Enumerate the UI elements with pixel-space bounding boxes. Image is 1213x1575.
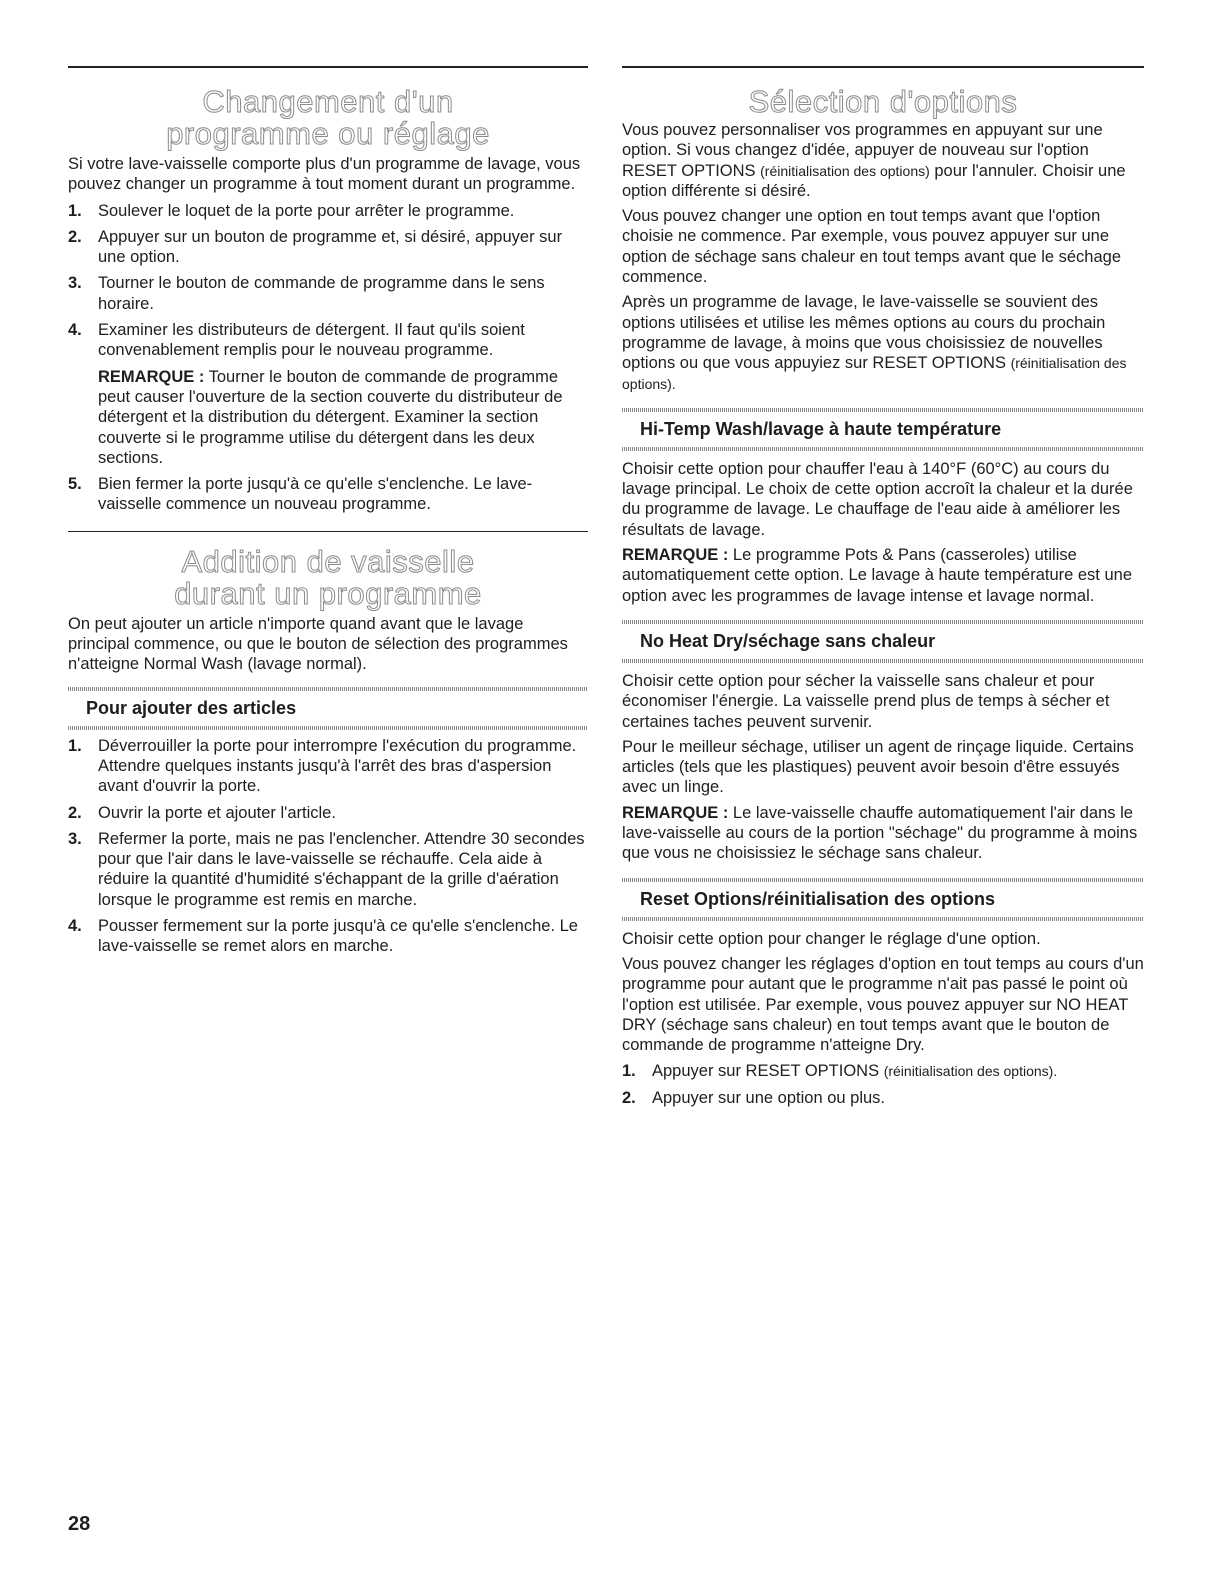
subhead-no-heat-dry: No Heat Dry/séchage sans chaleur [640,630,936,651]
options-paragraph-1: Vous pouvez personnaliser vos programmes en appuyant sur une option. Si vous changez d'idée, appuyer de nouveau sur l'option RESET OPTIONS (réinitialisation des options) pour l'annuler. Choisir une option différente si désiré. [622,121,1126,200]
steps-list-changement [68,201,588,361]
subhead-reset-options: Reset Options/réinitialisation des options [640,888,996,909]
list-item: 3. Refermer la porte, mais ne pas l'enclencher. Attendre 30 secondes pour que l'air dans le lave-vaisselle se réchauffe. Cela aide à réduire la quantité d'humidité s'échappant de la grille d'aération lorsque le programme est remis en marche. [68,829,585,909]
no-heat-paragraph-2: Pour le meilleur séchage, utiliser un agent de rinçage liquide. Certains articles (tels que les plastiques) peuvent avoir besoin d'être essuyés avec un linge. [622,737,1134,797]
steps-list-addition [68,736,588,957]
steps-list-changement-cont [68,474,588,515]
section-heading-selection: Sélection d'options [748,84,1018,119]
list-item: 2. Appuyer sur un bouton de programme et, si désiré, appuyer sur une option. [68,227,563,267]
heading-line-2: programme ou réglage [166,116,490,151]
intro-paragraph: Si votre lave-vaisselle comporte plus d'un programme de lavage, vous pouvez changer un programme à tout moment durant un programme. [68,155,581,194]
no-heat-paragraph-1: Choisir cette option pour sécher la vaisselle sans chaleur et pour économiser l'énergie. La vaisselle prend plus de temps à sécher et certaines taches peuvent survenir. [622,671,1110,731]
reset-paragraph-1: Choisir cette option pour changer le réglage d'une option. [622,929,1041,948]
note-label: REMARQUE : [622,546,729,565]
no-heat-note: REMARQUE : Le lave-vaisselle chauffe automatiquement l'air dans le lave-vaisselle au cours de la portion "séchage" du programme à moins que vous ne choisissiez le séchage sans chaleur. [622,803,1138,863]
section-heading-addition [68,543,588,611]
subhead-box [622,878,1144,921]
note-label: REMARQUE : [622,803,729,822]
intro-paragraph: On peut ajouter un article n'importe quand avant que le lavage principal commence, ou que le bouton de sélection des programmes n'atteigne Normal Wash (lavage normal). [68,614,568,674]
subhead-box [622,620,1144,663]
list-item: 1. Soulever le loquet de la porte pour arrêter le programme. [68,201,515,220]
list-item: 2. Ouvrir la porte et ajouter l'article. [68,803,336,822]
right-column [622,66,1144,1108]
subhead-box [622,408,1144,451]
options-paragraph-3: Après un programme de lavage, le lave-vaisselle se souvient des options utilisées et utilise les mêmes options au cours du prochain programme de lavage, à moins que vous choisissiez de nouvelles options ou que vous appuyiez sur RESET OPTIONS (réinitialisation des options). [622,293,1127,392]
hi-temp-paragraph: Choisir cette option pour chauffer l'eau à 140°F (60°C) au cours du lavage principal. Le choix de cette option accroît la chaleur et la durée du programme de lavage. Le chauffage de l'eau aide à améliorer les résultats de lavage. [622,459,1133,539]
subhead-box [68,687,588,730]
left-column [68,66,588,957]
reset-paragraph-2: Vous pouvez changer les réglages d'option en tout temps au cours d'un programme pour autant que le programme n'ait pas passé le point où l'option est utilisée. Par exemple, vous pouvez appuyer sur NO HEAT DRY (séchage sans chaleur) en tout temps avant que le bouton de commande de programme n'atteigne Dry. [622,954,1144,1055]
list-item: 1. Déverrouiller la porte pour interrompre l'exécution du programme. Attendre quelques instants jusqu'à l'arrêt des bras d'aspersion avant d'ouvrir la porte. [68,736,577,796]
heading-line-1: Addition de vaisselle [181,543,475,579]
top-rule-right [622,66,1144,68]
heading-line-1: Changement d'un [202,84,454,119]
note-label: REMARQUE : [98,367,205,386]
note-paragraph: REMARQUE : Tourner le bouton de commande de programme peut causer l'ouverture de la section couverte du distributeur de détergent et la distribution du détergent. Examiner la section couverte si le programme utilise du détergent dans les deux sections. [98,367,563,467]
subhead-hi-temp: Hi-Temp Wash/lavage à haute température [640,418,1002,439]
top-rule-left [68,66,588,68]
section-rule [68,531,588,532]
page-number: 28 [68,1513,91,1535]
subhead-pour-ajouter: Pour ajouter des articles [86,697,297,718]
list-item: 4. Pousser fermement sur la porte jusqu'à ce qu'elle s'enclenche. Le lave-vaisselle se remet alors en marche. [68,917,578,956]
heading-line-2: durant un programme [174,575,482,611]
list-item: 4. Examiner les distributeurs de détergent. Il faut qu'ils soient convenablement remplis pour le nouveau programme. [68,321,525,360]
list-item: 2. Appuyer sur une option ou plus. [622,1088,885,1107]
options-paragraph-2: Vous pouvez changer une option en tout temps avant que l'option choisie ne commence. Par exemple, vous pouvez appuyer sur une option de séchage sans chaleur en tout temps avant que le séchage commence. [622,207,1122,287]
section-heading-changement [68,86,588,150]
steps-list-reset [622,1061,1144,1108]
list-item: 3. Tourner le bouton de commande de programme dans le sens horaire. [68,274,545,313]
list-item: 1. Appuyer sur RESET OPTIONS (réinitialisation des options). [622,1062,1058,1081]
list-item: 5. Bien fermer la porte jusqu'à ce qu'elle s'enclenche. Le lave-vaisselle commence un nouveau programme. [68,475,533,514]
hi-temp-note: REMARQUE : Le programme Pots & Pans (casseroles) utilise automatiquement cette option. Le lavage à haute température est une option avec les programmes de lavage intense et lavage normal. [622,546,1133,605]
